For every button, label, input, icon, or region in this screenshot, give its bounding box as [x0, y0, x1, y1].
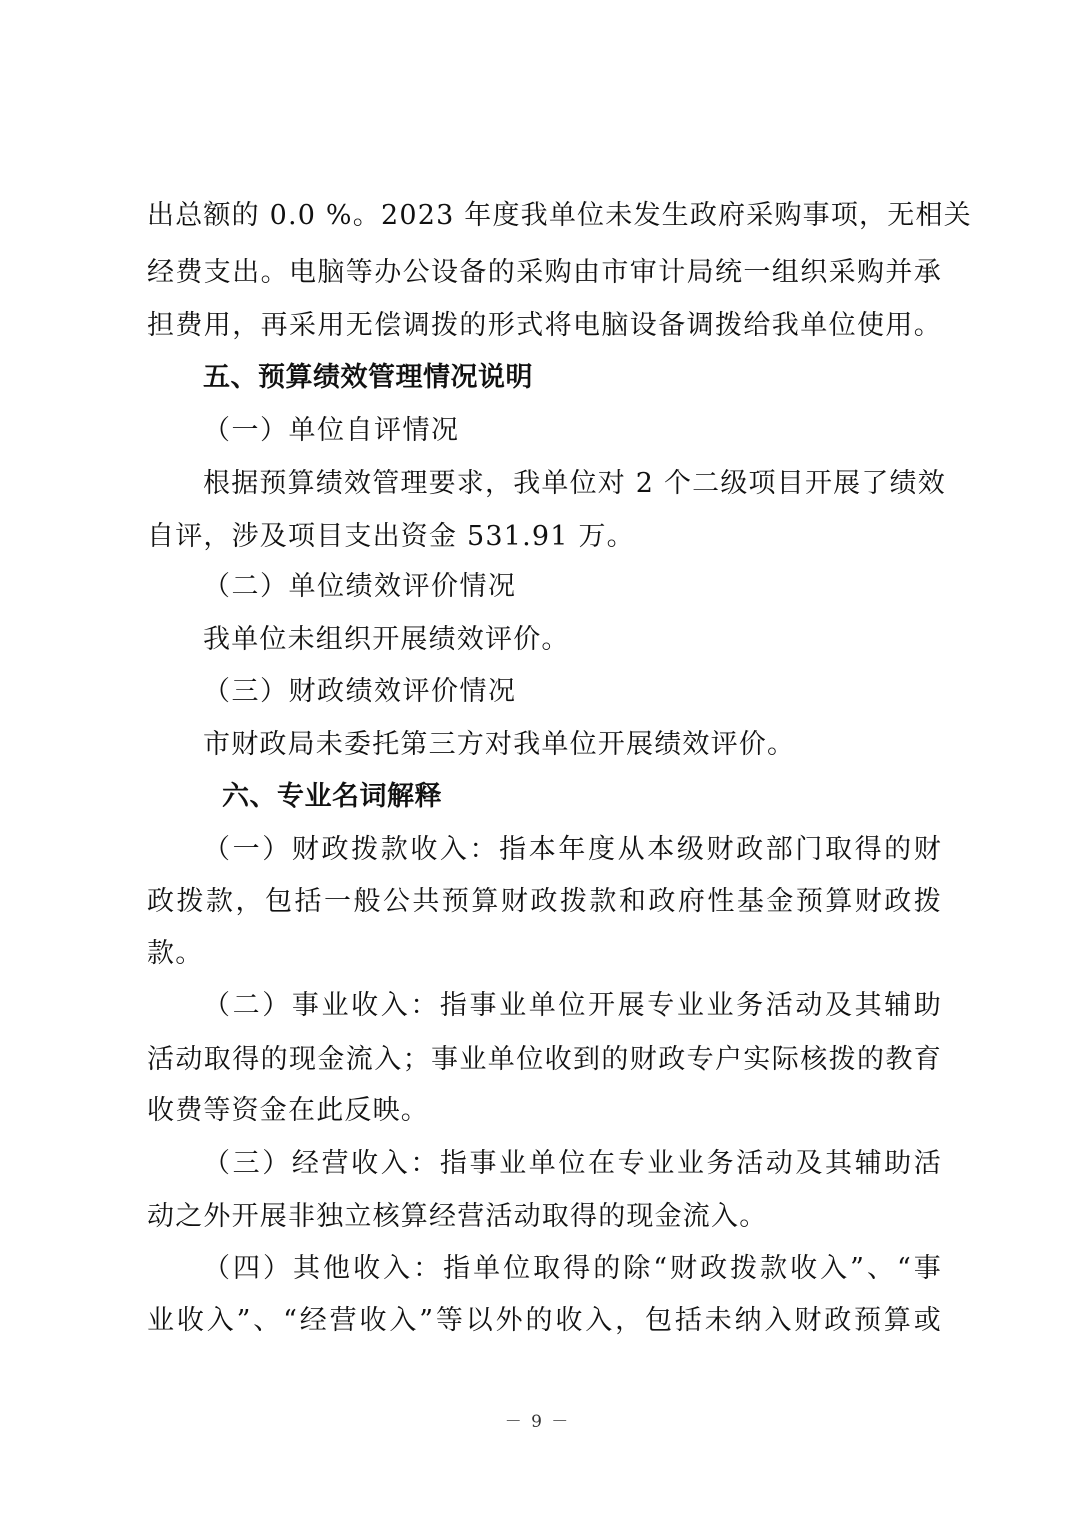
subsection-heading: （二）单位绩效评价情况 [203, 571, 517, 602]
text-line: 根据预算绩效管理要求，我单位对 2 个二级项目开展了绩效 [203, 468, 946, 499]
text-line: 活动取得的现金流入；事业单位收到的财政专户实际核拨的教育 [147, 1044, 942, 1075]
text-line: 业收入”、“经营收入”等以外的收入，包括未纳入财政预算或 [147, 1305, 942, 1336]
text-line: （四）其他收入：指单位取得的除“财政拨款收入”、“事 [203, 1253, 942, 1284]
section-heading: 六、专业名词解释 [222, 781, 442, 812]
text-line: 款。 [147, 938, 204, 969]
text-line: 我单位未组织开展绩效评价。 [203, 624, 570, 655]
text-line: 出总额的 0.0 %。2023 年度我单位未发生政府采购事项，无相关 [147, 200, 972, 231]
text-line: （三）经营收入：指事业单位在专业业务活动及其辅助活 [203, 1148, 942, 1179]
subsection-heading: （三）财政绩效评价情况 [203, 676, 517, 707]
text-line: （一）财政拨款收入：指本年度从本级财政部门取得的财 [203, 834, 942, 865]
text-line: 担费用，再采用无偿调拨的形式将电脑设备调拨给我单位使用。 [147, 310, 942, 341]
subsection-heading: （一）单位自评情况 [203, 415, 460, 446]
text-line: 动之外开展非独立核算经营活动取得的现金流入。 [147, 1201, 768, 1232]
text-line: （二）事业收入：指事业单位开展专业业务活动及其辅助 [203, 990, 942, 1021]
text-line: 收费等资金在此反映。 [147, 1095, 429, 1126]
text-line: 政拨款，包括一般公共预算财政拨款和政府性基金预算财政拨 [147, 886, 942, 917]
page-number: － 9 － [504, 1412, 571, 1432]
text-line: 自评，涉及项目支出资金 531.91 万。 [147, 521, 635, 552]
section-heading: 五、预算绩效管理情况说明 [203, 362, 533, 393]
text-line: 市财政局未委托第三方对我单位开展绩效评价。 [203, 729, 796, 760]
text-line: 经费支出。电脑等办公设备的采购由市审计局统一组织采购并承 [147, 257, 942, 288]
